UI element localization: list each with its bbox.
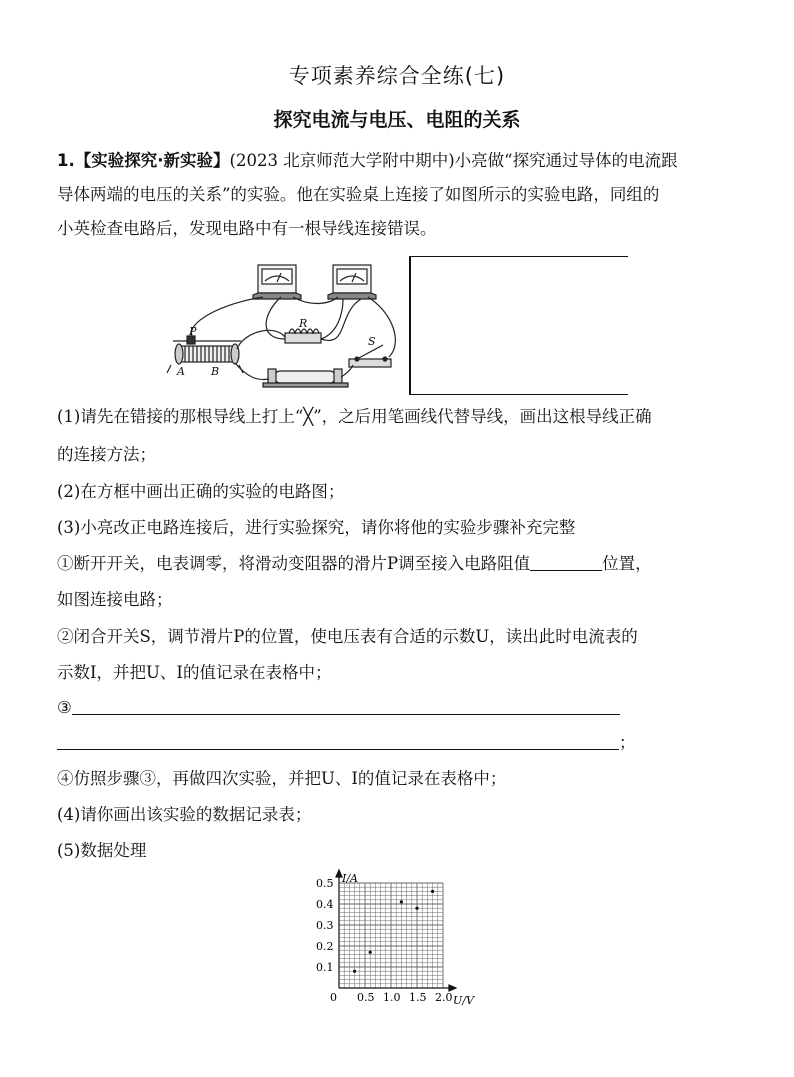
- step1-line-1: [57, 553, 652, 575]
- page-title: 专项素养综合全练(七): [288, 64, 506, 88]
- label-b: B: [211, 365, 220, 378]
- step1-text: ①断开开关，电表调零，将滑动变阻器的滑片P调至接入电路阻值: [57, 554, 531, 573]
- y-tick-label: 0.3: [316, 919, 334, 932]
- data-point: [369, 951, 372, 954]
- step3-blank-2[interactable]: [57, 733, 619, 750]
- y-tick-label: 0.1: [316, 961, 334, 974]
- y-tick-label: 0.5: [316, 877, 334, 890]
- data-point: [353, 970, 356, 973]
- ammeter-icon: [253, 265, 301, 299]
- data-point: [400, 900, 403, 903]
- item-q1-line-1: (1)请先在错接的那根导线上打上“╳”，之后用笔画线代替导线，画出这根导线正确: [57, 407, 652, 426]
- label-r: R: [299, 317, 308, 330]
- switch-icon: [349, 345, 391, 367]
- origin-label: 0: [330, 991, 337, 1004]
- step1-end: 位置，: [602, 554, 652, 573]
- x-axis-label: U/V: [453, 994, 474, 1007]
- circuit-diagram-box[interactable]: [409, 256, 628, 395]
- y-tick-label: 0.2: [316, 940, 334, 953]
- step3-line-1: [57, 697, 620, 719]
- x-tick-label: 1.5: [409, 991, 427, 1004]
- question-number: 1.: [57, 151, 75, 170]
- label-p: P: [189, 325, 197, 338]
- question-source: (2023 北京师范大学附中期中)小亮做“探究通过导体的电流跟: [229, 151, 678, 170]
- voltmeter-icon: [328, 265, 376, 299]
- item-q2: (2)在方框中画出正确的实验的电路图；: [57, 482, 345, 501]
- step3-end: ；: [619, 733, 636, 752]
- step2-line-2: 示数I，并把U、I的值记录在表格中；: [57, 663, 332, 682]
- question-tag: 【实验探究·新实验】: [74, 151, 230, 170]
- step3-blank-1[interactable]: [72, 698, 620, 715]
- y-tick-label: 0.4: [316, 898, 334, 911]
- y-axis-label: I/A: [342, 872, 358, 885]
- step1-line-2: 如图连接电路；: [57, 590, 173, 609]
- data-point: [415, 907, 418, 910]
- step1-blank[interactable]: [530, 554, 602, 571]
- circuit-figure: [163, 253, 408, 393]
- item-q4: (4)请你画出该实验的数据记录表；: [57, 805, 312, 824]
- step2-line-1: ②闭合开关S，调节滑片P的位置，使电压表有合适的示数U，读出此时电流表的: [57, 627, 638, 646]
- label-s: S: [368, 335, 376, 348]
- step3-marker: ③: [57, 698, 72, 717]
- battery-icon: [263, 369, 348, 387]
- page-subtitle: 探究电流与电压、电阻的关系: [273, 109, 521, 131]
- item-q3: (3)小亮改正电路连接后，进行实验探究，请你将他的实验步骤补充完整: [57, 518, 576, 537]
- data-point: [431, 890, 434, 893]
- resistor-icon: [285, 329, 321, 343]
- item-q1-line-2: 的连接方法；: [57, 445, 156, 464]
- x-tick-label: 0.5: [357, 991, 375, 1004]
- question-line-3: 小英检查电路后，发现电路中有一根导线连接错误。: [57, 219, 437, 238]
- item-q5: (5)数据处理: [57, 841, 147, 860]
- x-tick-label: 1.0: [383, 991, 401, 1004]
- iu-graph: [312, 868, 482, 1008]
- x-tick-label: 2.0: [435, 991, 453, 1004]
- question-line-2: 导体两端的电压的关系”的实验。他在实验桌上连接了如图所示的实验电路，同组的: [57, 185, 660, 204]
- question-line-1: [57, 150, 678, 172]
- step4: ④仿照步骤③，再做四次实验，并把U、I的值记录在表格中；: [57, 769, 507, 788]
- label-a: A: [177, 365, 185, 378]
- step3-line-2: [57, 732, 636, 754]
